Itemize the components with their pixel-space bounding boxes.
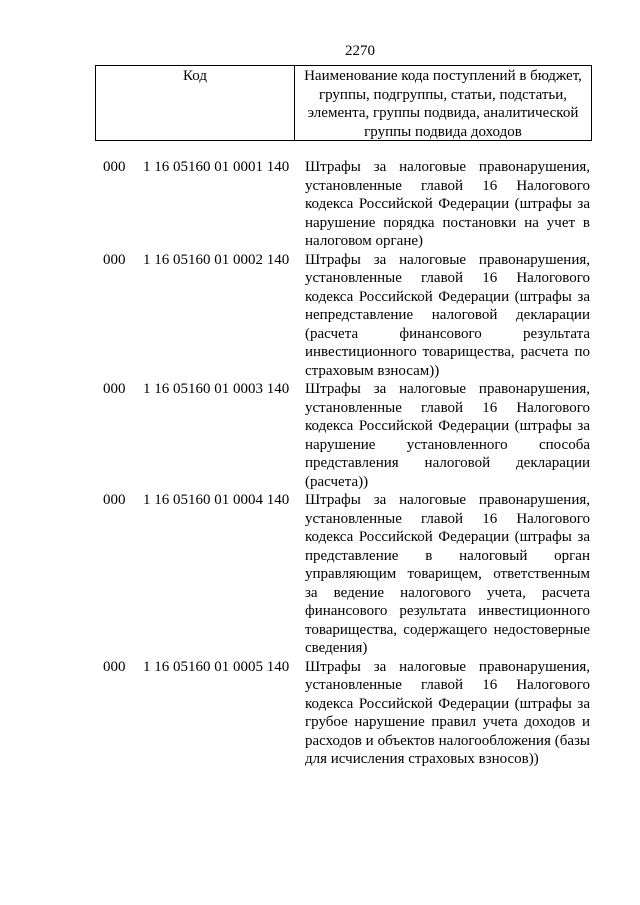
entry-description: Штрафы за налоговые правонарушения, установленные главой 16 Налогового кодекса Российской Федерации (штрафы за грубое нарушение правил учета доходов и расходов и объектов налогообложения (базы для исчисления страховых взносов))	[305, 658, 590, 767]
list-item	[103, 158, 598, 251]
entries-list	[103, 158, 598, 769]
table-header	[95, 65, 592, 141]
entry-admin-code: 000	[103, 658, 126, 675]
list-item	[103, 380, 598, 491]
entry-income-code: 1 16 05160 01 0003 140	[143, 381, 290, 397]
list-item	[103, 251, 598, 381]
entry-description: Штрафы за налоговые правонарушения, установленные главой 16 Налогового кодекса Российской Федерации (штрафы за непредставление налоговой декларации (расчета финансового результата инвестиционного товарищества, расчета по страховым взносам))	[305, 251, 590, 379]
entry-description: Штрафы за налоговые правонарушения, установленные главой 16 Налогового кодекса Российской Федерации (штрафы за нарушение порядка постановки на учет в налоговом органе)	[305, 159, 590, 249]
entry-income-code: 1 16 05160 01 0005 140	[143, 658, 290, 675]
column-header-name: Наименование кода поступлений в бюджет, группы, подгруппы, статьи, подстатьи, элемента, группы подвида, аналитической группы подвида доходов	[304, 68, 582, 140]
list-item	[103, 491, 598, 658]
entry-admin-code: 000	[103, 381, 126, 397]
entry-description: Штрафы за налоговые правонарушения, установленные главой 16 Налогового кодекса Российской Федерации (штрафы за нарушение установленного способа представления налоговой декларации (расчета))	[305, 381, 590, 490]
entry-admin-code: 000	[103, 492, 126, 508]
entry-admin-code: 000	[103, 159, 126, 175]
entry-description: Штрафы за налоговые правонарушения, установленные главой 16 Налогового кодекса Российской Федерации (штрафы за представление в налоговый орган управляющим товарищем, ответственным за ведение налогового учета, расчета финансового результата инвестиционного товарищества, содержащего недостоверные сведения)	[305, 492, 590, 656]
entry-income-code: 1 16 05160 01 0004 140	[143, 492, 290, 508]
list-item	[103, 658, 598, 769]
entry-income-code: 1 16 05160 01 0001 140	[143, 159, 290, 175]
column-header-code: Код	[96, 66, 295, 140]
page-number: 2270	[345, 43, 375, 59]
entry-income-code: 1 16 05160 01 0002 140	[143, 251, 290, 268]
entry-admin-code: 000	[103, 251, 126, 268]
